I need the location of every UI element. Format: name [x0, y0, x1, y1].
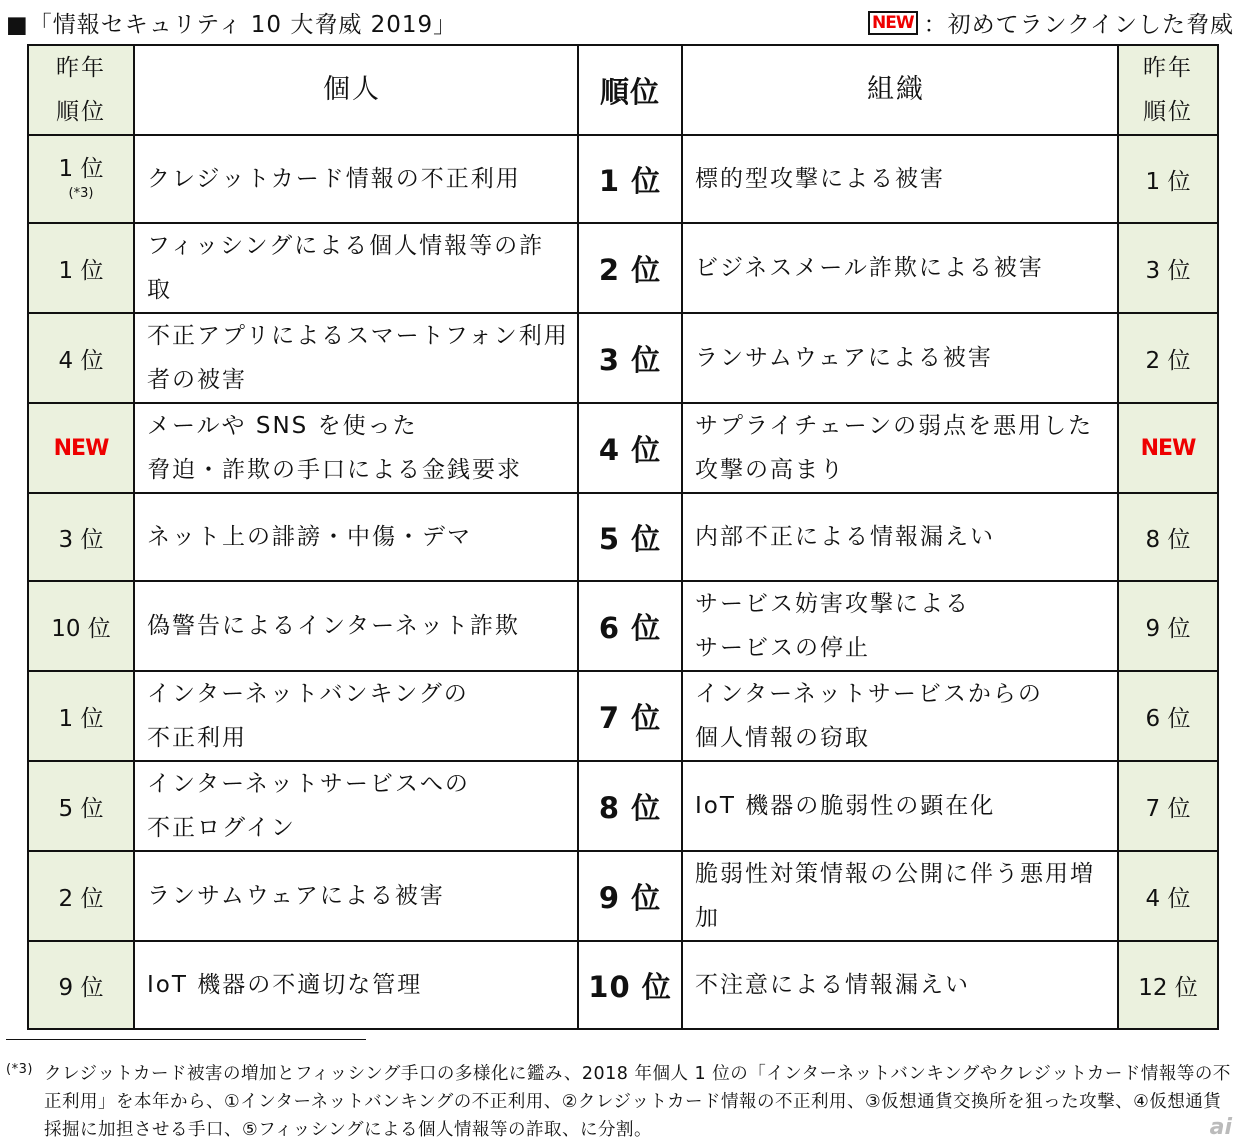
last-year-organization-rank: 9 位: [1118, 581, 1218, 671]
page-title: ■「情報セキュリティ 10 大脅威 2019」: [6, 12, 458, 38]
last-year-organization-rank: 8 位: [1118, 493, 1218, 581]
last-year-organization-rank: 1 位: [1118, 135, 1218, 223]
table-row: [28, 671, 1218, 761]
last-year-individual-rank: 5 位: [28, 761, 134, 851]
organization-threat: ランサムウェアによる被害: [682, 313, 1118, 403]
organization-threat: 標的型攻撃による被害: [682, 135, 1118, 223]
last-year-organization-rank: 12 位: [1118, 941, 1218, 1029]
last-year-organization-rank: 3 位: [1118, 223, 1218, 313]
rank: 4 位: [578, 403, 682, 493]
individual-threat: クレジットカード情報の不正利用: [134, 135, 578, 223]
last-year-organization-rank: 6 位: [1118, 671, 1218, 761]
footnote-mark: (*3): [6, 1062, 33, 1077]
table-row: [28, 223, 1218, 313]
new-badge: NEW: [868, 11, 918, 35]
threat-ranking-table: [27, 44, 1219, 1030]
title-row: [6, 6, 1234, 38]
table-row: [28, 761, 1218, 851]
header-last-year-individual: 昨年 順位: [28, 45, 134, 135]
organization-threat: ビジネスメール詐欺による被害: [682, 223, 1118, 313]
rank: 2 位: [578, 223, 682, 313]
table-header-row: [28, 45, 1218, 135]
last-year-individual-rank: 3 位: [28, 493, 134, 581]
organization-threat: サプライチェーンの弱点を悪用した攻撃の高まり: [682, 403, 1118, 493]
individual-threat: ランサムウェアによる被害: [134, 851, 578, 941]
rank: 5 位: [578, 493, 682, 581]
table-row: [28, 313, 1218, 403]
individual-threat: メールや SNS を使った 脅迫・詐欺の手口による金銭要求: [134, 403, 578, 493]
organization-threat: 内部不正による情報漏えい: [682, 493, 1118, 581]
table-row: [28, 581, 1218, 671]
header-individual: 個人: [134, 45, 578, 135]
footnote-text: クレジットカード被害の増加とフィッシング手口の多様化に鑑み、2018 年個人 1 位の「インターネットバンキングやクレジットカード情報等の不正利用」を本年から、①インターネットバンキングの不正利用、②クレジットカード情報の不正利用、③仮想通貨交換所を狙った攻撃、④仮想通貨採掘に加担させる手口、⑤フィッシングによる個人情報等の詐取、に分割。: [44, 1064, 1231, 1140]
rank: 6 位: [578, 581, 682, 671]
header-rank: 順位: [578, 45, 682, 135]
footnote: [6, 1060, 1232, 1144]
organization-threat: インターネットサービスからの 個人情報の窃取: [682, 671, 1118, 761]
last-year-organization-rank: 4 位: [1118, 851, 1218, 941]
footnote-rule: [6, 1039, 366, 1040]
individual-threat: ネット上の誹謗・中傷・デマ: [134, 493, 578, 581]
legend-text: ：初めてランクインした脅威: [923, 12, 1234, 38]
last-year-individual-rank: 10 位: [28, 581, 134, 671]
rank: 8 位: [578, 761, 682, 851]
organization-threat: IoT 機器の脆弱性の顕在化: [682, 761, 1118, 851]
rank: 7 位: [578, 671, 682, 761]
organization-threat: 脆弱性対策情報の公開に伴う悪用増加: [682, 851, 1118, 941]
individual-threat: 不正アプリによるスマートフォン利用者の被害: [134, 313, 578, 403]
header-organization: 組織: [682, 45, 1118, 135]
last-year-individual-rank: 9 位: [28, 941, 134, 1029]
individual-threat: 偽警告によるインターネット詐欺: [134, 581, 578, 671]
last-year-organization-rank: 2 位: [1118, 313, 1218, 403]
last-year-individual-rank: 1 位: [28, 671, 134, 761]
table-row: [28, 851, 1218, 941]
table-row: [28, 403, 1218, 493]
last-year-individual-rank: 1 位: [28, 223, 134, 313]
legend: [868, 6, 1234, 39]
last-year-individual-rank: 2 位: [28, 851, 134, 941]
rank: 3 位: [578, 313, 682, 403]
rank: 10 位: [578, 941, 682, 1029]
last-year-individual-rank: 4 位: [28, 313, 134, 403]
table-row: [28, 135, 1218, 223]
organization-threat: 不注意による情報漏えい: [682, 941, 1118, 1029]
organization-threat: サービス妨害攻撃による サービスの停止: [682, 581, 1118, 671]
watermark-logo: ai: [1209, 1115, 1232, 1140]
table-row: [28, 493, 1218, 581]
individual-threat: インターネットサービスへの 不正ログイン: [134, 761, 578, 851]
table-row: [28, 941, 1218, 1029]
last-year-individual-rank: 1 位 (*3): [28, 135, 134, 223]
individual-threat: インターネットバンキングの 不正利用: [134, 671, 578, 761]
individual-threat: フィッシングによる個人情報等の詐取: [134, 223, 578, 313]
footnote-ref: (*3): [68, 186, 94, 201]
last-year-individual-rank: NEW: [28, 403, 134, 493]
rank: 9 位: [578, 851, 682, 941]
last-year-organization-rank: NEW: [1118, 403, 1218, 493]
individual-threat: IoT 機器の不適切な管理: [134, 941, 578, 1029]
last-year-organization-rank: 7 位: [1118, 761, 1218, 851]
rank: 1 位: [578, 135, 682, 223]
header-last-year-organization: 昨年 順位: [1118, 45, 1218, 135]
